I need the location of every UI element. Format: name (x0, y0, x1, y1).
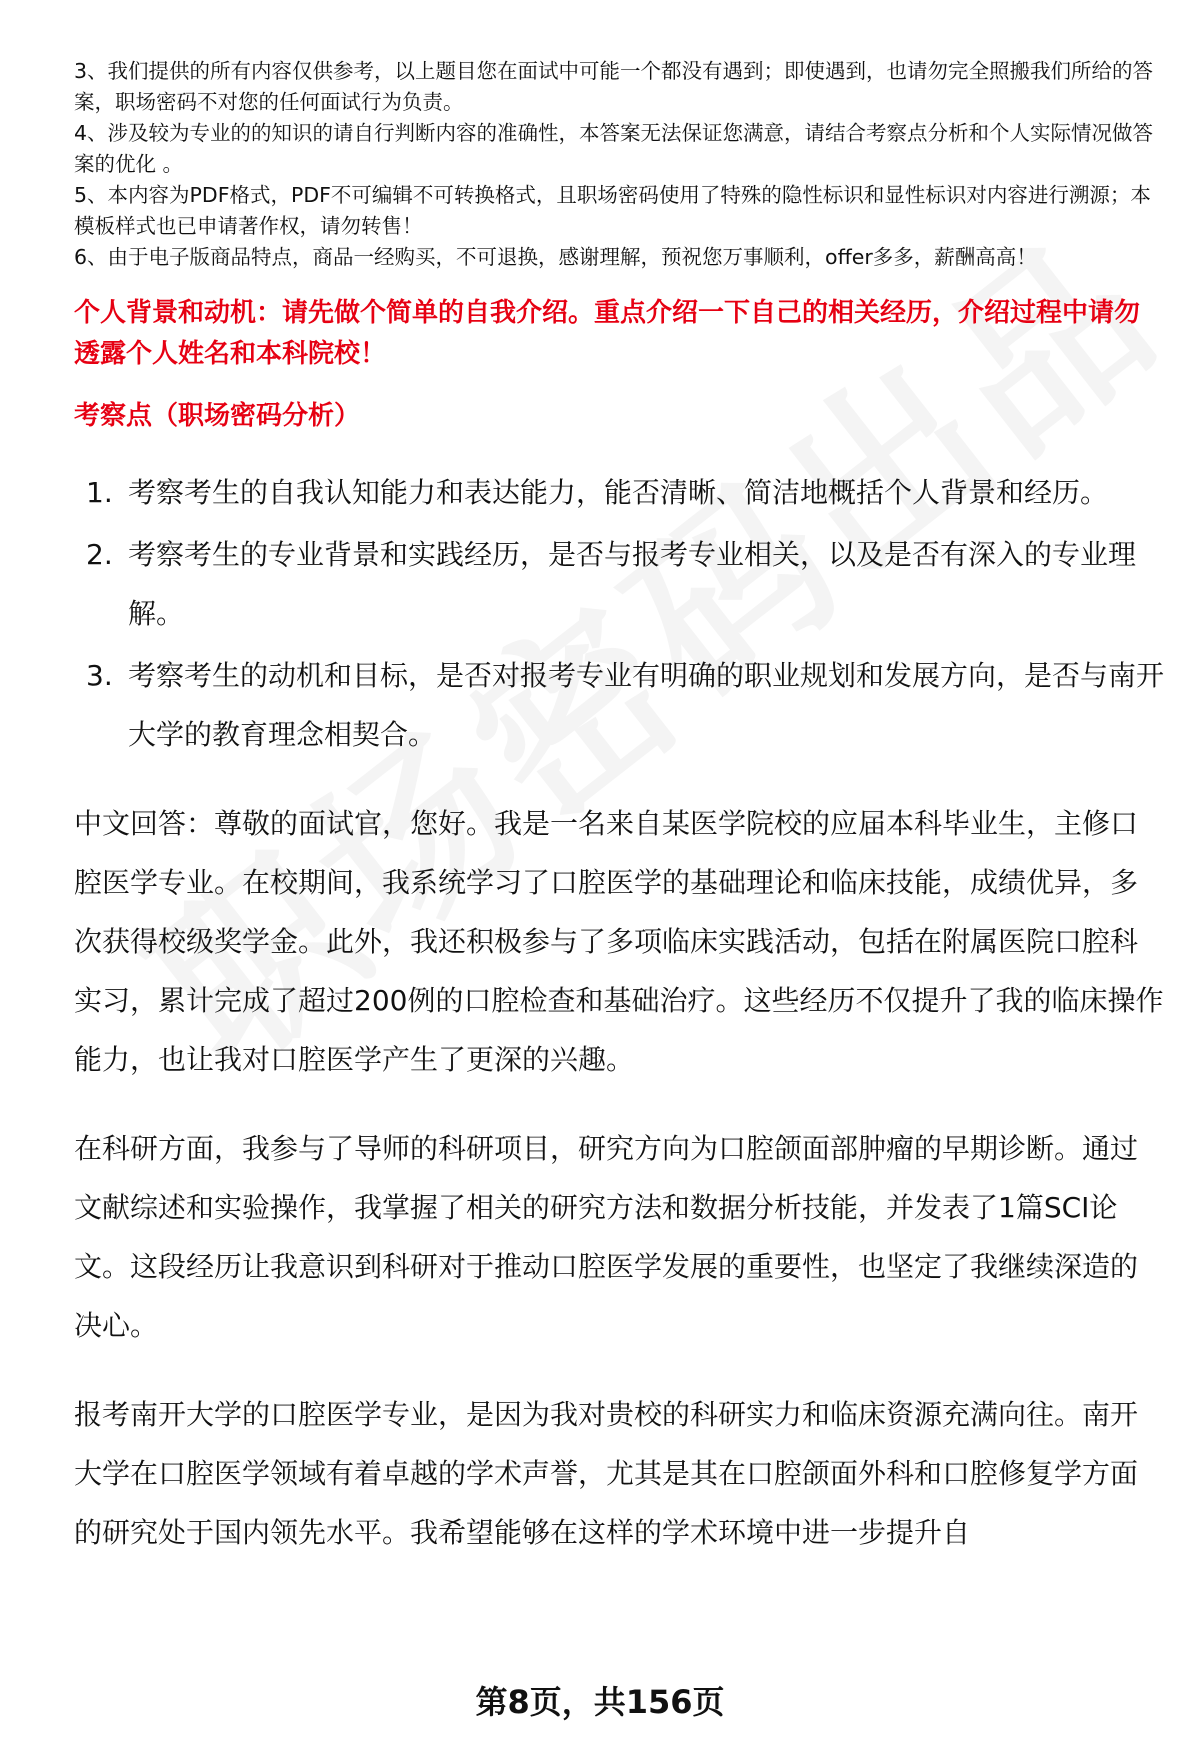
point-text: 考察考生的专业背景和实践经历，是否与报考专业相关，以及是否有深入的专业理解。 (128, 538, 1137, 630)
analysis-point (74, 646, 1164, 764)
note-item: 6、由于电子版商品特点，商品一经购买，不可退换，感谢理解，预祝您万事顺利，offer多多，薪酬高高！ (74, 245, 1037, 269)
answer-paragraph: 中文回答：尊敬的面试官，您好。我是一名来自某医学院校的应届本科毕业生，主修口腔医学专业。在校期间，我系统学习了口腔医学的基础理论和临床技能，成绩优异，多次获得校级奖学金。此外，我还积极参与了多项临床实践活动，包括在附属医院口腔科实习，累计完成了超过200例的口腔检查和基础治疗。这些经历不仅提升了我的临床操作能力，也让我对口腔医学产生了更深的兴趣。 (74, 807, 1164, 1076)
note-item: 5、本内容为PDF格式，PDF不可编辑不可转换格式，且职场密码使用了特殊的隐性标识和显性标识对内容进行溯源；本模板样式也已申请著作权，请勿转售！ (74, 183, 1151, 238)
analysis-point (74, 463, 1164, 522)
question-heading: 个人背景和动机：请先做个简单的自我介绍。重点介绍一下自己的相关经历，介绍过程中请勿透露个人姓名和本科院校！ (74, 298, 1141, 369)
note-item: 4、涉及较为专业的的知识的请自行判断内容的准确性，本答案无法保证您满意，请结合考察点分析和个人实际情况做答案的优化 。 (74, 121, 1154, 176)
analysis-point (74, 525, 1164, 643)
point-text: 考察考生的动机和目标，是否对报考专业有明确的职业规划和发展方向，是否与南开大学的教育理念相契合。 (128, 659, 1165, 751)
page-content (74, 56, 1164, 1562)
notes-list (74, 56, 1164, 273)
point-text: 考察考生的自我认知能力和表达能力，能否清晰、简洁地概括个人背景和经历。 (128, 476, 1109, 509)
page-number-footer: 第8页，共156页 (475, 1683, 725, 1721)
point-number: 2. (86, 538, 113, 571)
analysis-section-title: 考察点（职场密码分析） (74, 401, 361, 431)
answer-paragraph: 在科研方面，我参与了导师的科研项目，研究方向为口腔颌面部肿瘤的早期诊断。通过文献综述和实验操作，我掌握了相关的研究方法和数据分析技能，并发表了1篇SCI论文。这段经历让我意识到科研对于推动口腔医学发展的重要性，也坚定了我继续深造的决心。 (74, 1132, 1139, 1342)
answer-paragraph: 报考南开大学的口腔医学专业，是因为我对贵校的科研实力和临床资源充满向往。南开大学在口腔医学领域有着卓越的学术声誉，尤其是其在口腔颌面外科和口腔修复学方面的研究处于国内领先水平。我希望能够在这样的学术环境中进一步提升自 (74, 1398, 1139, 1549)
point-number: 3. (86, 659, 113, 692)
note-item: 3、我们提供的所有内容仅供参考，以上题目您在面试中可能一个都没有遇到；即使遇到，也请勿完全照搬我们所给的答案，职场密码不对您的任何面试行为负责。 (74, 59, 1154, 114)
analysis-points-list (74, 463, 1164, 764)
point-number: 1. (86, 476, 113, 509)
